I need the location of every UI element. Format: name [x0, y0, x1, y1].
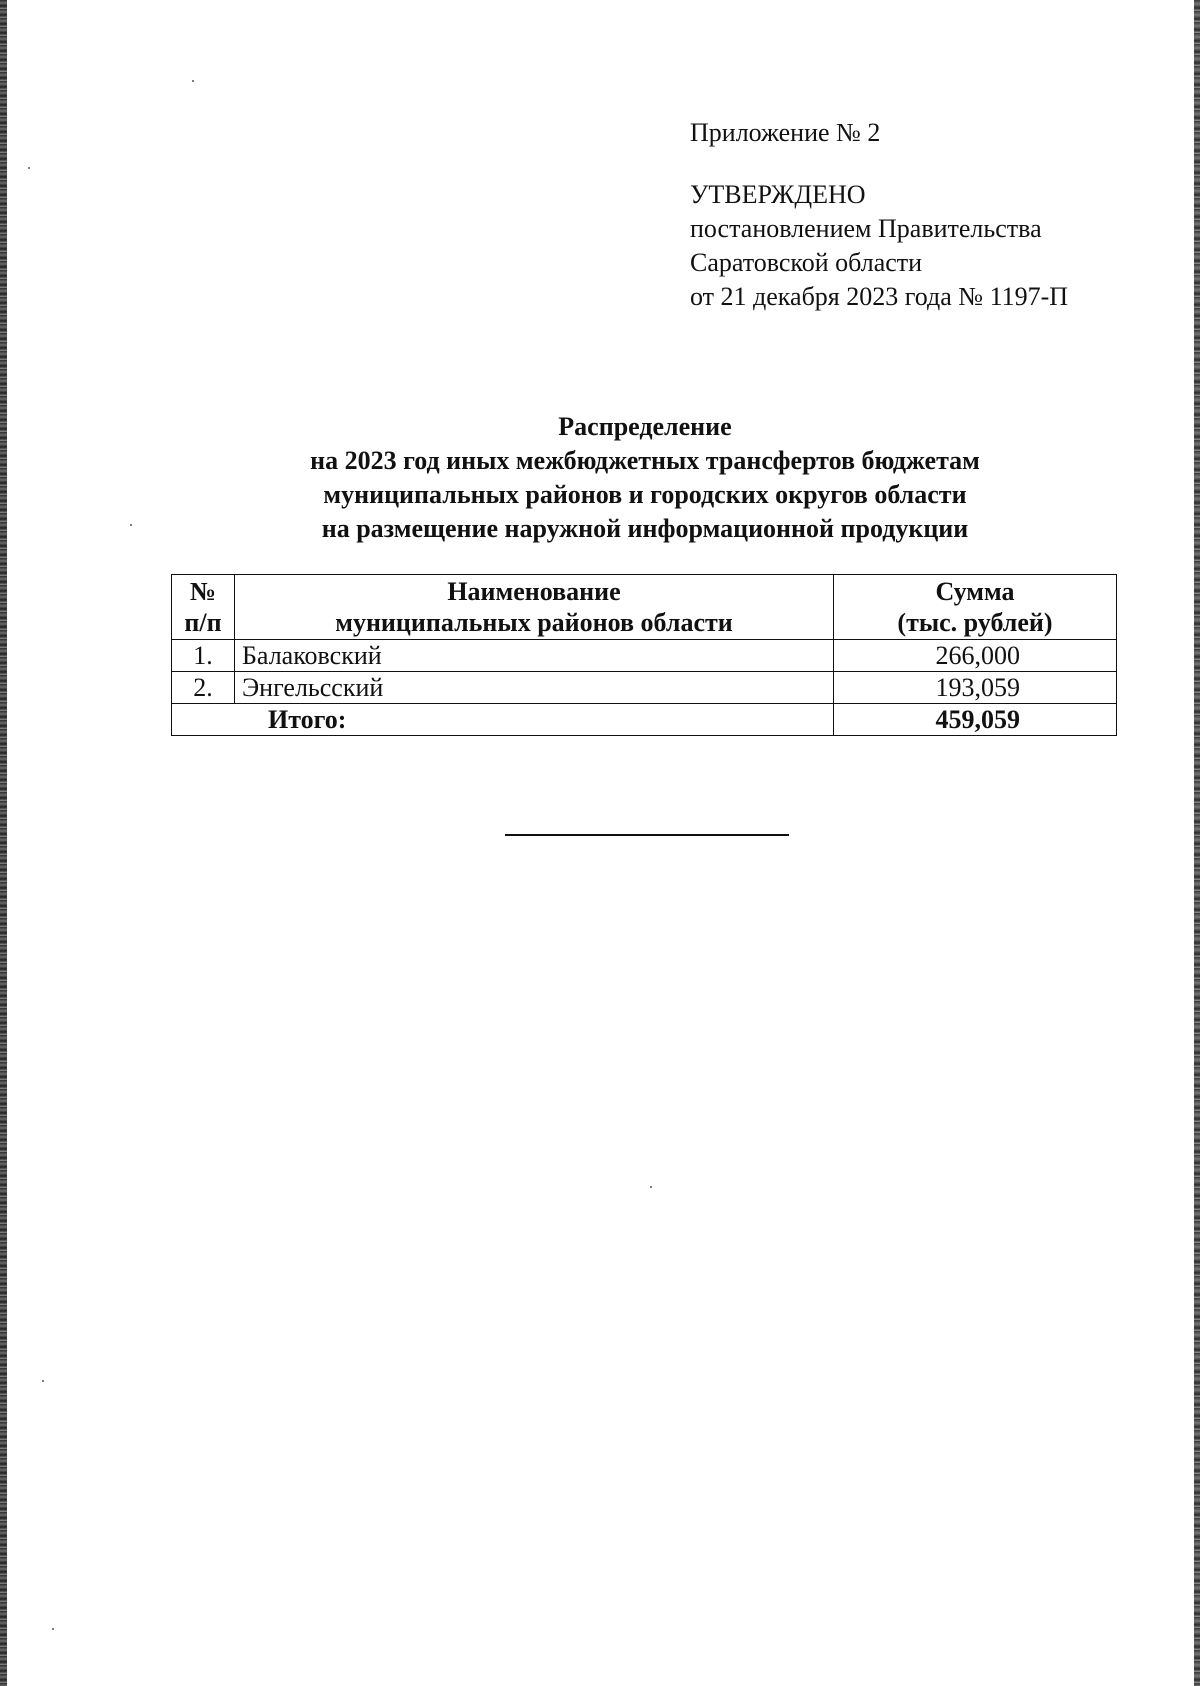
table-total-row	[172, 704, 1117, 736]
scan-edge-left	[0, 0, 7, 1686]
scan-speck	[130, 524, 132, 526]
row-name: Энгельсский	[235, 672, 834, 704]
row-number: 1.	[172, 640, 235, 672]
approved-label: УТВЕРЖДЕНО	[690, 180, 866, 209]
row-sum: 266,000	[834, 640, 1117, 672]
table-row	[172, 672, 1117, 704]
scan-speck	[42, 1380, 44, 1382]
scan-speck	[650, 1186, 652, 1188]
title-line-1: Распределение	[558, 412, 732, 441]
table-header-row	[172, 575, 1117, 640]
title-line-4: на размещение наружной информационной продукции	[321, 514, 969, 543]
row-name: Балаковский	[235, 640, 834, 672]
annex-label: Приложение № 2	[690, 118, 881, 147]
title-line-2: на 2023 год иных межбюджетных трансфертов бюджетам	[310, 446, 980, 475]
header-name-line-2: муниципальных районов области	[335, 608, 733, 637]
approval-line-3: от 21 декабря 2023 года № 1197-П	[690, 282, 1069, 311]
total-sum: 459,059	[834, 704, 1117, 736]
header-name-line-1: Наименование	[447, 577, 621, 606]
table-row	[172, 640, 1117, 672]
scan-speck	[192, 80, 194, 82]
header-name	[235, 575, 834, 640]
scan-speck	[28, 167, 30, 169]
document-title	[170, 410, 1120, 546]
distribution-table	[171, 574, 1117, 736]
scan-edge-right	[1194, 0, 1200, 1686]
approval-block	[690, 116, 1068, 314]
total-label: Итого:	[172, 704, 834, 736]
header-sum	[834, 575, 1117, 640]
header-sum-line-1: Сумма	[935, 577, 1015, 606]
header-number-line-1: №	[189, 577, 217, 606]
header-number-line-2: п/п	[184, 608, 222, 637]
row-number: 2.	[172, 672, 235, 704]
header-sum-line-2: (тыс. рублей)	[897, 608, 1053, 637]
scan-speck	[52, 1628, 54, 1630]
row-sum: 193,059	[834, 672, 1117, 704]
approval-line-2: Саратовской области	[690, 248, 923, 277]
separator-line	[505, 834, 789, 836]
header-number	[172, 575, 235, 640]
approval-line-1: постановлением Правительства	[690, 214, 1042, 243]
title-line-3: муниципальных районов и городских округов области	[323, 480, 967, 509]
